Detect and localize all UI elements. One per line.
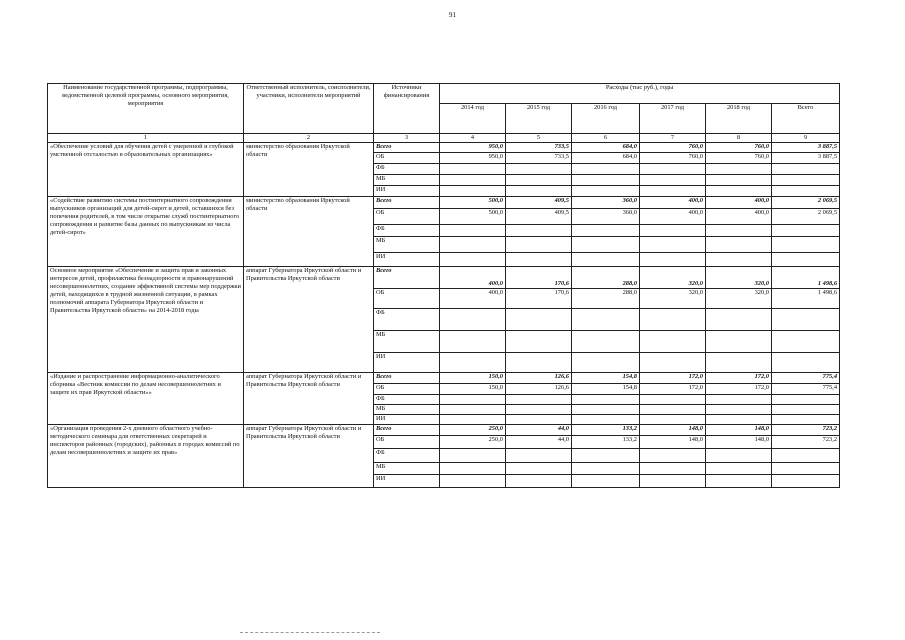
total-value: 1 498,6: [772, 267, 840, 289]
funding-source: ОБ: [374, 153, 440, 164]
year-value: 684,0: [572, 153, 640, 164]
year-value: [506, 475, 572, 488]
year-value: [572, 449, 640, 463]
total-value: 723,2: [772, 425, 840, 436]
year-value: [640, 353, 706, 373]
funding-source: МБ: [374, 463, 440, 475]
total-value: [772, 475, 840, 488]
year-value: 409,5: [506, 209, 572, 225]
year-value: [572, 463, 640, 475]
funding-source: ИИ: [374, 475, 440, 488]
year-value: [706, 225, 772, 237]
year-value: 950,0: [440, 153, 506, 164]
year-value: [572, 405, 640, 415]
year-value: 133,2: [572, 425, 640, 436]
year-value: [640, 186, 706, 197]
scan-artifact: [240, 632, 380, 637]
year-value: [506, 405, 572, 415]
total-value: [772, 395, 840, 405]
page-number: 91: [449, 11, 456, 19]
total-value: [772, 463, 840, 475]
year-value: [640, 449, 706, 463]
year-value: [440, 309, 506, 331]
funding-source: ОБ: [374, 436, 440, 449]
year-value: [506, 309, 572, 331]
budget-table: [47, 83, 840, 488]
total-value: 1 498,6: [772, 289, 840, 309]
year-value: 288,0: [572, 289, 640, 309]
year-value: [440, 186, 506, 197]
activity-name: «Содействие развитию системы постинтернатного сопровождения выпускников организаций для детей-сирот и детей, оставшихся без попечения родителей, в том числе открытие служб постинтернатного сопровождения и развитие базы данных по выпускникам из числа детей-сирот»: [48, 197, 244, 267]
year-value: [706, 331, 772, 353]
year-value: [706, 395, 772, 405]
funding-source: ФБ: [374, 309, 440, 331]
table-header: [48, 84, 840, 143]
year-value: [572, 331, 640, 353]
funding-source: ИИ: [374, 253, 440, 267]
column-number: 6: [572, 134, 640, 143]
header-name: Наименование государственной программы, подпрограммы, ведомственной целевой программы, основного мероприятия, мероприятия: [48, 84, 244, 134]
year-value: [440, 253, 506, 267]
year-value: [506, 225, 572, 237]
column-number: 5: [506, 134, 572, 143]
year-value: [440, 331, 506, 353]
year-value: [640, 395, 706, 405]
header-year: 2017 год: [640, 104, 706, 134]
responsible-executor: аппарат Губернатора Иркутской области и Правительства Иркутской области: [244, 267, 374, 373]
funding-source: ФБ: [374, 449, 440, 463]
year-value: 148,0: [706, 436, 772, 449]
year-value: [506, 449, 572, 463]
year-value: 126,6: [506, 384, 572, 395]
header-expenses: Расходы (тыс руб.), годы: [440, 84, 840, 104]
year-value: [506, 186, 572, 197]
year-value: [506, 463, 572, 475]
year-value: 400,0: [440, 267, 506, 289]
year-value: [572, 395, 640, 405]
year-value: 170,6: [506, 267, 572, 289]
year-value: 320,0: [640, 267, 706, 289]
year-value: [706, 415, 772, 425]
funding-source: Всего: [374, 425, 440, 436]
funding-source: ФБ: [374, 164, 440, 175]
table-row: [48, 373, 840, 384]
funding-source: МБ: [374, 175, 440, 186]
activity-name: «Организация проведения 2-х дневного областного учебно-методического семинара для ответственных секретарей и инспекторов районных (городских), районных в городах комиссий по делам несовершеннолетних и защите их прав»: [48, 425, 244, 488]
total-value: 2 069,5: [772, 209, 840, 225]
year-value: [440, 463, 506, 475]
year-value: [640, 309, 706, 331]
funding-source: МБ: [374, 237, 440, 253]
year-value: 733,5: [506, 153, 572, 164]
header-sources: Источники финансирования: [374, 84, 440, 134]
year-value: 760,0: [706, 153, 772, 164]
year-value: [640, 405, 706, 415]
year-value: [572, 415, 640, 425]
column-number-row: [48, 134, 840, 143]
total-value: [772, 353, 840, 373]
year-value: 154,8: [572, 373, 640, 384]
year-value: 172,0: [706, 373, 772, 384]
year-value: [640, 463, 706, 475]
total-value: [772, 449, 840, 463]
funding-source: ОБ: [374, 289, 440, 309]
header-total: Всего: [772, 104, 840, 134]
year-value: [572, 164, 640, 175]
total-value: [772, 164, 840, 175]
funding-source: МБ: [374, 405, 440, 415]
funding-source: ФБ: [374, 395, 440, 405]
year-value: 148,0: [640, 436, 706, 449]
year-value: 760,0: [640, 153, 706, 164]
year-value: [506, 164, 572, 175]
year-value: 126,6: [506, 373, 572, 384]
column-number: 1: [48, 134, 244, 143]
funding-source: Всего: [374, 373, 440, 384]
column-number: 8: [706, 134, 772, 143]
year-value: [640, 237, 706, 253]
header-executor: Ответственный исполнитель, соисполнители, участники, исполнители мероприятий: [244, 84, 374, 134]
column-number: 9: [772, 134, 840, 143]
year-value: [440, 225, 506, 237]
year-value: [706, 175, 772, 186]
year-value: [440, 353, 506, 373]
funding-source: ИИ: [374, 186, 440, 197]
year-value: [640, 225, 706, 237]
year-value: 320,0: [706, 289, 772, 309]
year-value: [706, 309, 772, 331]
funding-source: ОБ: [374, 209, 440, 225]
header-year: 2014 год: [440, 104, 506, 134]
year-value: 760,0: [640, 143, 706, 153]
year-value: [706, 237, 772, 253]
year-value: [506, 237, 572, 253]
year-value: [706, 186, 772, 197]
year-value: [640, 164, 706, 175]
year-value: [572, 237, 640, 253]
responsible-executor: министерство образования Иркутской области: [244, 143, 374, 197]
table-row: [48, 197, 840, 209]
total-value: [772, 175, 840, 186]
year-value: 400,0: [440, 289, 506, 309]
total-value: 3 887,5: [772, 153, 840, 164]
year-value: [572, 475, 640, 488]
funding-source: ОБ: [374, 384, 440, 395]
total-value: 723,2: [772, 436, 840, 449]
year-value: [640, 415, 706, 425]
year-value: 288,0: [572, 267, 640, 289]
total-value: [772, 415, 840, 425]
year-value: 250,0: [440, 436, 506, 449]
funding-source: Всего: [374, 267, 440, 289]
header-year: 2015 год: [506, 104, 572, 134]
year-value: 500,0: [440, 209, 506, 225]
activity-name: «Издание и распространение информационно-аналитического сборника «Вестник комиссии по делам несовершеннолетних и защите их прав Иркутской области»»: [48, 373, 244, 425]
year-value: [506, 175, 572, 186]
activity-name: Основное мероприятие «Обеспечение и защита прав и законных интересов детей, профилактика безнадзорности и правонарушений несовершеннолетних, создание эффективной системы мер поддержки детей, находящихся в трудной жизненной ситуации, в рамках полномочий аппарата Губернатора Иркутской области и Правительства Иркутской области» на 2014-2018 годы: [48, 267, 244, 373]
responsible-executor: аппарат Губернатора Иркутской области и Правительства Иркутской области: [244, 373, 374, 425]
year-value: [440, 395, 506, 405]
year-value: 320,0: [706, 267, 772, 289]
year-value: [506, 331, 572, 353]
year-value: [572, 253, 640, 267]
year-value: 150,0: [440, 384, 506, 395]
year-value: [440, 475, 506, 488]
activity-name: «Обеспечение условий для обучения детей с умеренной и глубокой умственной отсталостью в образовательных организациях»: [48, 143, 244, 197]
year-value: [572, 353, 640, 373]
total-value: 2 069,5: [772, 197, 840, 209]
total-value: [772, 309, 840, 331]
funding-source: ФБ: [374, 225, 440, 237]
funding-source: Всего: [374, 197, 440, 209]
year-value: 684,0: [572, 143, 640, 153]
year-value: 172,0: [706, 384, 772, 395]
year-value: 400,0: [640, 197, 706, 209]
year-value: 360,0: [572, 197, 640, 209]
year-value: [706, 405, 772, 415]
year-value: [706, 449, 772, 463]
year-value: [506, 353, 572, 373]
funding-source: ИИ: [374, 415, 440, 425]
table-row: [48, 425, 840, 436]
year-value: 400,0: [706, 209, 772, 225]
year-value: 760,0: [706, 143, 772, 153]
year-value: [440, 405, 506, 415]
column-number: 2: [244, 134, 374, 143]
year-value: [572, 225, 640, 237]
year-value: [706, 164, 772, 175]
header-year: 2018 год: [706, 104, 772, 134]
total-value: [772, 186, 840, 197]
year-value: 44,0: [506, 425, 572, 436]
year-value: 250,0: [440, 425, 506, 436]
year-value: 133,2: [572, 436, 640, 449]
column-number: 4: [440, 134, 506, 143]
year-value: 400,0: [706, 197, 772, 209]
year-value: 409,5: [506, 197, 572, 209]
year-value: 150,0: [440, 373, 506, 384]
total-value: [772, 405, 840, 415]
year-value: 400,0: [640, 209, 706, 225]
year-value: [706, 353, 772, 373]
total-value: [772, 253, 840, 267]
year-value: 950,0: [440, 143, 506, 153]
year-value: [572, 175, 640, 186]
column-number: 3: [374, 134, 440, 143]
year-value: [440, 164, 506, 175]
year-value: [506, 253, 572, 267]
year-value: 44,0: [506, 436, 572, 449]
year-value: [572, 309, 640, 331]
year-value: [440, 415, 506, 425]
column-number: 7: [640, 134, 706, 143]
header-year: 2016 год: [572, 104, 640, 134]
year-value: [706, 463, 772, 475]
funding-source: ИИ: [374, 353, 440, 373]
total-value: [772, 225, 840, 237]
year-value: [572, 186, 640, 197]
table-body: [48, 143, 840, 488]
year-value: [506, 395, 572, 405]
year-value: [640, 253, 706, 267]
year-value: 320,0: [640, 289, 706, 309]
year-value: 148,0: [706, 425, 772, 436]
year-value: 148,0: [640, 425, 706, 436]
total-value: 3 887,5: [772, 143, 840, 153]
year-value: [640, 175, 706, 186]
year-value: [706, 475, 772, 488]
year-value: 500,0: [440, 197, 506, 209]
total-value: [772, 237, 840, 253]
responsible-executor: министерство образования Иркутской области: [244, 197, 374, 267]
year-value: [706, 253, 772, 267]
year-value: 733,5: [506, 143, 572, 153]
total-value: 775,4: [772, 373, 840, 384]
table-row: [48, 267, 840, 289]
year-value: [440, 175, 506, 186]
funding-source: Всего: [374, 143, 440, 153]
year-value: [640, 331, 706, 353]
year-value: 170,6: [506, 289, 572, 309]
year-value: [440, 449, 506, 463]
year-value: 172,0: [640, 373, 706, 384]
total-value: [772, 331, 840, 353]
year-value: [440, 237, 506, 253]
year-value: 172,0: [640, 384, 706, 395]
funding-source: МБ: [374, 331, 440, 353]
year-value: [506, 415, 572, 425]
responsible-executor: аппарат Губернатора Иркутской области и Правительства Иркутской области: [244, 425, 374, 488]
total-value: 775,4: [772, 384, 840, 395]
table-row: [48, 143, 840, 153]
year-value: 154,8: [572, 384, 640, 395]
year-value: 360,0: [572, 209, 640, 225]
year-value: [640, 475, 706, 488]
